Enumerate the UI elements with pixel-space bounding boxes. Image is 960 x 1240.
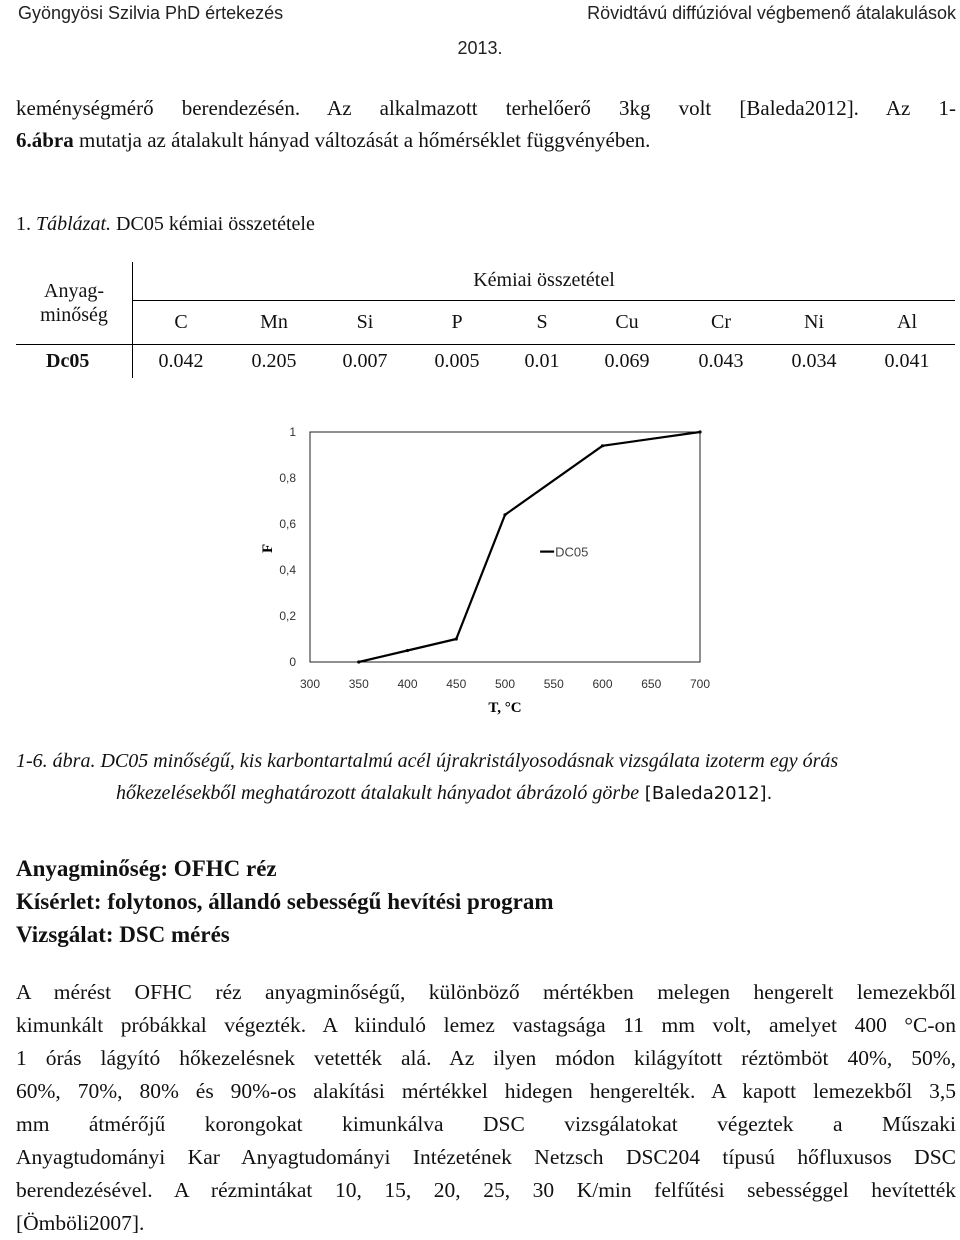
data-point	[455, 637, 458, 640]
data-point	[601, 444, 604, 447]
col-header: Cr	[711, 310, 731, 333]
data-point	[406, 649, 409, 652]
y-tick-label: 0,4	[279, 563, 296, 577]
header-year: 2013.	[457, 38, 503, 58]
col-header: S	[536, 310, 548, 333]
y-tick-label: 0,6	[279, 517, 296, 531]
figure-ref: 6.ábra	[16, 128, 74, 152]
col-header: Al	[897, 310, 917, 333]
table-row	[16, 344, 955, 378]
data-point	[698, 430, 701, 433]
group-header: Kémiai összetétel	[133, 262, 956, 300]
x-tick-label: 550	[543, 677, 564, 691]
x-tick-label: 400	[397, 677, 418, 691]
section-material: Anyagminőség: OFHC réz	[16, 856, 277, 881]
data-point	[503, 513, 506, 516]
table-cell: 0.007	[342, 349, 388, 372]
page-header	[0, 0, 960, 70]
x-axis-ticks	[300, 677, 710, 691]
table-caption-number: 1.	[16, 213, 36, 235]
section-experiment: Kísérlet: folytonos, állandó sebességű hevítési program	[16, 889, 554, 914]
recrystallization-chart	[250, 418, 720, 718]
header-author: Gyöngyösi Szilvia PhD értekezés	[18, 3, 284, 23]
table-cell: 0.005	[434, 349, 480, 372]
x-tick-label: 300	[299, 677, 321, 691]
plot-area	[310, 432, 700, 662]
y-axis-ticks	[279, 425, 296, 669]
body-line: 1 órás lágyító hőkezelésnek vetették alá. Az ilyen módon kilágyított réztömböt 40%, 50%,	[16, 1046, 956, 1070]
table-caption	[16, 208, 956, 240]
x-tick-label: 350	[348, 677, 369, 691]
intro-line-2	[16, 124, 956, 156]
table-cell: 0.042	[158, 349, 204, 372]
col-header: P	[451, 310, 463, 333]
table-cell: 0.01	[524, 349, 560, 372]
table-cell: 0.041	[884, 349, 930, 372]
x-tick-label: 700	[689, 677, 711, 691]
row-header-cell	[16, 262, 133, 344]
col-header: Si	[356, 310, 374, 333]
col-header: Cu	[615, 310, 639, 333]
body-line: A mérést OFHC réz anyagminőségű, különböző mértékben melegen hengerelt lemezekből	[16, 980, 956, 1004]
body-line: kimunkált próbákkal végezték. A kiinduló lemez vastagsága 11 mm volt, amelyet 400 °C-on	[16, 1013, 956, 1037]
figure-caption-number: 1-6. ábra.	[16, 750, 96, 772]
intro-line-2-text: mutatja az átalakult hányad változását a hőmérséklet függvényében.	[73, 128, 651, 152]
figure-caption-text2: hőkezelésekből meghatározott átalakult hányadot ábrázoló görbe	[116, 782, 640, 804]
data-point	[357, 660, 360, 663]
x-tick-label: 650	[641, 677, 662, 691]
y-tick-label: 0,2	[279, 609, 296, 623]
intro-paragraph	[16, 92, 956, 156]
row-label: Dc05	[16, 344, 133, 378]
x-tick-label: 600	[592, 677, 613, 691]
body-line: berendezésével. A rézmintákat 10, 15, 20, 25, 30 K/min felfűtési sebességgel hevítették	[16, 1178, 956, 1202]
col-header: Mn	[260, 310, 288, 333]
composition-table	[16, 262, 955, 378]
table-caption-label: Táblázat.	[36, 213, 112, 235]
figure-caption	[16, 745, 956, 810]
col-header: Ni	[804, 310, 824, 333]
column-header-row	[16, 300, 955, 344]
row-header-line2: minőség	[40, 303, 108, 326]
y-tick-label: 0,8	[279, 471, 296, 485]
series-line-dc05	[359, 432, 700, 662]
header-title: Rövidtávú diffúzióval végbemenő átalakulások	[587, 3, 956, 23]
body-line: [Ömböli2007].	[16, 1211, 145, 1235]
x-tick-label: 500	[494, 677, 516, 691]
table-caption-text: DC05 kémiai összetétele	[111, 213, 315, 235]
x-tick-label: 450	[446, 677, 467, 691]
body-line: 60%, 70%, 80% és 90%-os alakítási mértékkel hidegen hengerelték. A kapott lemezekből 3,5	[16, 1079, 956, 1103]
table-cell: 0.034	[791, 349, 837, 372]
figure-caption-text1: DC05 minőségű, kis karbontartalmú acél újrakristályosodásnak vizsgálata izoterm egy órás	[95, 750, 839, 772]
y-tick-label: 1	[289, 425, 296, 439]
body-line: mm átmérőjű korongokat kimunkálva DSC vizsgálatokat végeztek a Műszaki	[16, 1112, 956, 1136]
row-header-line1: Anyag-	[44, 279, 104, 302]
figure-caption-line-1	[16, 745, 956, 777]
section-test: Vizsgálat: DSC mérés	[16, 922, 230, 947]
legend-label: DC05	[555, 544, 589, 560]
body-line: Anyagtudományi Kar Anyagtudományi Intézetének Netzsch DSC204 típusú hőfluxusos DSC	[16, 1145, 956, 1169]
body-paragraph	[16, 976, 956, 1240]
table-cell: 0.043	[698, 349, 744, 372]
intro-line-1: keménységmérő berendezésén. Az alkalmazott terhelőerő 3kg volt [Baleda2012]. Az 1-	[16, 96, 956, 120]
x-axis-label: T, °C	[488, 700, 522, 716]
series-points	[357, 430, 701, 663]
table-cell: 0.205	[251, 349, 297, 372]
y-axis-label: F	[260, 543, 276, 553]
figure-caption-ref: [Baleda2012].	[639, 783, 773, 804]
y-tick-label: 0	[289, 655, 296, 669]
figure-caption-line-2	[16, 777, 956, 810]
col-header: C	[174, 310, 188, 333]
table-cell: 0.069	[604, 349, 650, 372]
